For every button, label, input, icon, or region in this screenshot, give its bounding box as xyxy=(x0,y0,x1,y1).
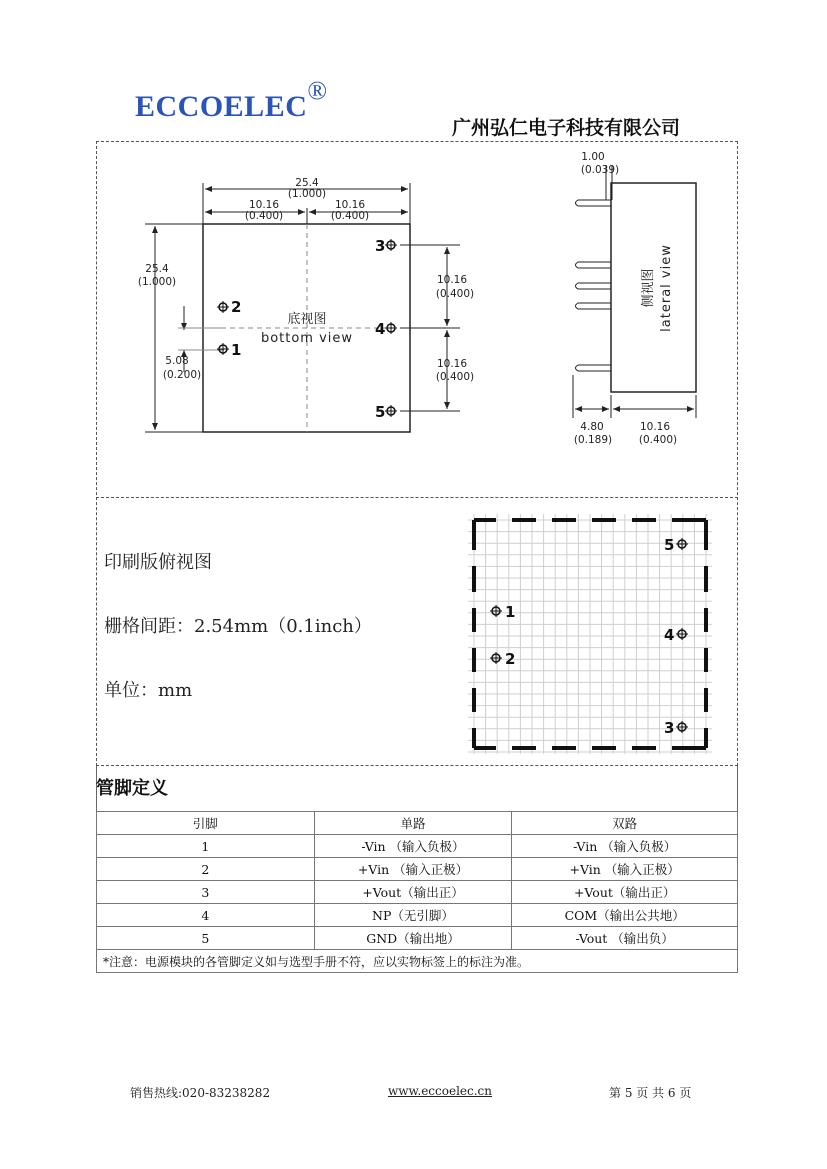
cell-dual: -Vin （输入负极） xyxy=(512,835,738,858)
lateral-view-label-cn: 侧视图 xyxy=(641,268,656,308)
pcb-grid-spacing: 栅格间距：2.54mm（0.1inch） xyxy=(104,616,372,637)
dim-pin-gap-in: (0.200) xyxy=(162,369,202,381)
pcb-unit: 单位：mm xyxy=(104,680,193,701)
cell-dual: +Vout（输出正） xyxy=(512,881,738,904)
company-name: 广州弘仁电子科技有限公司 xyxy=(452,117,681,139)
pin-definition-title: 管脚定义 xyxy=(96,778,168,799)
cell-pin: 2 xyxy=(97,858,315,881)
cell-dual: +Vin （输入正极） xyxy=(512,858,738,881)
pin-3-marker xyxy=(375,237,397,255)
cell-single: -Vin （输入负极） xyxy=(314,835,512,858)
dim-body-depth: 10.16 xyxy=(639,421,671,433)
pcb-pin-5: 5 xyxy=(664,536,675,554)
table-row xyxy=(97,927,738,950)
page-number: 第 5 页 共 6 页 xyxy=(609,1086,692,1100)
website-link[interactable]: www.eccoelec.cn xyxy=(388,1084,492,1098)
pin-1-label: 1 xyxy=(231,341,242,359)
sales-hotline: 销售热线:020-83238282 xyxy=(130,1086,271,1100)
header-single: 单路 xyxy=(314,812,512,835)
dim-height: 25.4 xyxy=(145,263,169,275)
pin-4-label: 4 xyxy=(375,320,386,338)
pin-4-marker xyxy=(375,320,397,338)
cell-single: +Vout（输出正） xyxy=(314,881,512,904)
dim-right-half: 10.16 xyxy=(334,199,366,211)
header-dual: 双路 xyxy=(512,812,738,835)
table-row xyxy=(97,835,738,858)
table-note-row xyxy=(97,950,738,973)
pin-2-marker xyxy=(217,298,241,316)
pin-section-box xyxy=(96,766,738,812)
table-row xyxy=(97,858,738,881)
cell-pin: 4 xyxy=(97,904,315,927)
dim-right-bottom-in: (0.400) xyxy=(435,371,475,383)
dim-pin-gap: 5.08 xyxy=(165,355,189,367)
cell-single: +Vin （输入正极） xyxy=(314,858,512,881)
dim-width-in: (1.000) xyxy=(287,188,327,200)
dim-pin-length: 4.80 xyxy=(580,421,604,433)
pcb-pin-2: 2 xyxy=(505,650,516,668)
cell-dual: COM（输出公共地） xyxy=(512,904,738,927)
bottom-view-label-en: bottom view xyxy=(260,331,354,346)
mechanical-drawing xyxy=(0,0,827,500)
pcb-title: 印刷版俯视图 xyxy=(104,552,212,573)
pin-3-label: 3 xyxy=(375,237,386,255)
pcb-pin-3: 3 xyxy=(664,719,675,737)
cell-single: GND（输出地） xyxy=(314,927,512,950)
cell-pin: 5 xyxy=(97,927,315,950)
bottom-view-label-cn: 底视图 xyxy=(287,312,327,327)
dim-width: 25.4 xyxy=(295,177,319,189)
dim-pin-width: 1.00 xyxy=(581,151,605,163)
dim-right-half-in: (0.400) xyxy=(330,210,370,222)
pin-5-marker xyxy=(375,403,397,421)
dim-height-in: (1.000) xyxy=(137,276,177,288)
dim-right-top-in: (0.400) xyxy=(435,288,475,300)
table-row xyxy=(97,904,738,927)
pcb-pin-4: 4 xyxy=(664,626,675,644)
dim-left-half: 10.16 xyxy=(248,199,280,211)
table-row xyxy=(97,881,738,904)
cell-single: NP（无引脚） xyxy=(314,904,512,927)
pin-5-label: 5 xyxy=(375,403,386,421)
table-header-row xyxy=(97,812,738,835)
dim-pin-length-in: (0.189) xyxy=(573,434,613,446)
dim-left-half-in: (0.400) xyxy=(244,210,284,222)
cell-dual: -Vout （输出负） xyxy=(512,927,738,950)
dim-body-depth-in: (0.400) xyxy=(638,434,678,446)
company-logo: ECCOELEC® xyxy=(135,76,328,123)
pin-definition-note: *注意：电源模块的各管脚定义如与选型手册不符，应以实物标签上的标注为准。 xyxy=(97,950,738,973)
dim-pin-width-in: (0.039) xyxy=(580,164,620,176)
lateral-view-label-en: lateral view xyxy=(659,244,674,332)
cell-pin: 3 xyxy=(97,881,315,904)
pin-definition-table xyxy=(96,811,738,973)
pcb-pin-1: 1 xyxy=(505,603,516,621)
cell-pin: 1 xyxy=(97,835,315,858)
dim-right-top: 10.16 xyxy=(436,274,468,286)
pin-2-label: 2 xyxy=(231,298,242,316)
header-pin: 引脚 xyxy=(97,812,315,835)
pcb-grid-diagram xyxy=(462,508,728,758)
dim-right-bottom: 10.16 xyxy=(436,358,468,370)
